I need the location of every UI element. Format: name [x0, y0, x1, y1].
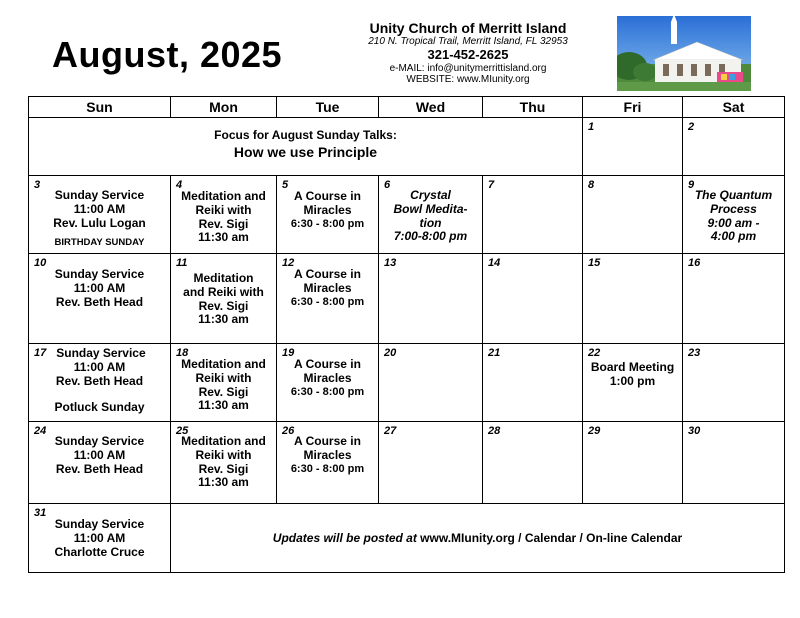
week-row-3	[29, 254, 785, 344]
event-course-in-miracles	[277, 268, 378, 308]
day-number: 13	[384, 257, 397, 269]
event-time: 11:30 am	[198, 475, 249, 490]
event-sunday-service	[29, 361, 170, 415]
event-time: 6:30 - 8:00 pm	[290, 385, 365, 398]
church-website[interactable]: WEBSITE: www.MIunity.org	[406, 74, 530, 86]
weekday-sat: Sat	[683, 97, 785, 118]
day-cell-21	[483, 344, 583, 422]
event-speaker: Rev. Lulu Logan	[53, 215, 146, 230]
day-number: 3	[34, 179, 41, 191]
event-sunday-service	[29, 435, 170, 476]
day-cell-24	[29, 422, 171, 504]
church-address: 210 N. Tropical Trail, Merritt Island, FL 32953	[368, 36, 568, 48]
day-cell-18	[171, 344, 277, 422]
event-time: 11:30 am	[198, 230, 249, 245]
event-line: A Course in	[294, 357, 361, 371]
weekday-tue: Tue	[277, 97, 379, 118]
day-number: 25	[176, 425, 189, 437]
focus-topic: How we use Principle	[233, 144, 378, 160]
day-number: 5	[282, 179, 289, 191]
weekday-header-row	[29, 97, 785, 118]
updates-link[interactable]: www.MIunity.org / Calendar / On-line Calendar	[420, 531, 683, 545]
day-cell-9	[683, 176, 785, 254]
day-number: 26	[282, 425, 295, 437]
day-number: 28	[488, 425, 501, 437]
day-number: 31	[34, 507, 47, 519]
day-cell-5	[277, 176, 379, 254]
day-number: 22	[588, 347, 601, 359]
weekday-wed: Wed	[379, 97, 483, 118]
church-name: Unity Church of Merritt Island	[369, 20, 567, 36]
day-cell-26	[277, 422, 379, 504]
event-line: Crystal	[410, 188, 451, 202]
church-building-photo	[617, 16, 751, 91]
event-title: Sunday Service	[54, 517, 145, 531]
event-course-in-miracles	[277, 190, 378, 230]
day-cell-22	[583, 344, 683, 422]
day-number: 17	[34, 347, 47, 359]
day-number: 19	[282, 347, 295, 359]
event-speaker: Rev. Beth Head	[55, 461, 144, 476]
calendar-grid	[28, 96, 785, 573]
event-time: 7:00-8:00 pm	[393, 229, 468, 244]
event-crystal-bowl	[379, 189, 482, 244]
event-title: Sunday Service	[54, 434, 145, 448]
event-line: Bowl Medita-	[393, 201, 468, 216]
event-line: Miracles	[303, 202, 352, 217]
week-row-1	[29, 118, 785, 176]
day-cell-19	[277, 344, 379, 422]
event-time: 11:00 AM	[73, 201, 126, 216]
event-line: Reiki with	[195, 370, 252, 385]
event-line: Miracles	[303, 447, 352, 462]
day-number: 24	[34, 425, 47, 437]
event-meditation-reiki	[171, 272, 276, 327]
event-time: 4:00 pm	[710, 229, 757, 244]
day-number: 9	[688, 179, 695, 191]
day-number: 16	[688, 257, 701, 269]
event-line: Rev. Sigi	[198, 384, 249, 399]
event-course-in-miracles	[277, 435, 378, 475]
day-number: 12	[282, 257, 295, 269]
day-number: 15	[588, 257, 601, 269]
event-title: Sunday Service	[54, 267, 145, 281]
event-time: 11:30 am	[198, 398, 249, 413]
event-speaker: Charlotte Cruce	[54, 544, 145, 559]
event-line: A Course in	[294, 434, 361, 448]
event-title: Sunday Service	[54, 188, 145, 202]
day-number: 14	[488, 257, 501, 269]
event-time: 11:00 AM	[73, 530, 126, 545]
event-line: Meditation and	[181, 357, 266, 371]
week-row-6	[29, 504, 785, 573]
day-number: 1	[588, 121, 595, 133]
event-sunday-service	[29, 518, 170, 559]
event-sunday-service	[29, 268, 170, 309]
day-cell-17	[29, 344, 171, 422]
event-line: Rev. Sigi	[198, 461, 249, 476]
event-time: 11:30 am	[198, 312, 249, 327]
day-cell-3	[29, 176, 171, 254]
event-line: A Course in	[294, 267, 361, 281]
event-line: Meditation	[193, 271, 254, 285]
event-line: Rev. Sigi	[198, 216, 249, 231]
day-cell-1	[583, 118, 683, 176]
church-email[interactable]: e-MAIL: info@unitymerrittisland.org	[389, 62, 547, 74]
event-line: tion	[419, 215, 442, 230]
event-quantum-process	[683, 189, 784, 244]
birthday-sunday-note: BIRTHDAY SUNDAY	[54, 237, 145, 249]
day-cell-8	[583, 176, 683, 254]
day-cell-10	[29, 254, 171, 344]
day-cell-28	[483, 422, 583, 504]
day-cell-23	[683, 344, 785, 422]
event-time: 11:00 AM	[73, 359, 126, 374]
day-cell-15	[583, 254, 683, 344]
day-number: 20	[384, 347, 397, 359]
event-line: Miracles	[303, 370, 352, 385]
event-line: Miracles	[303, 280, 352, 295]
week-row-2	[29, 176, 785, 254]
day-cell-29	[583, 422, 683, 504]
event-line: and Reiki with	[183, 284, 264, 299]
day-cell-16	[683, 254, 785, 344]
day-cell-4	[171, 176, 277, 254]
day-number: 4	[176, 179, 183, 191]
church-info	[352, 20, 584, 86]
event-meditation-reiki	[171, 435, 276, 490]
day-cell-7	[483, 176, 583, 254]
day-cell-14	[483, 254, 583, 344]
event-time: 6:30 - 8:00 pm	[290, 217, 365, 230]
event-title: Board Meeting	[590, 360, 675, 374]
event-time: 9:00 am -	[707, 215, 760, 230]
event-time: 6:30 - 8:00 pm	[290, 295, 365, 308]
focus-banner-cell	[29, 118, 583, 176]
church-phone: 321-452-2625	[427, 46, 509, 62]
day-number: 8	[588, 179, 595, 191]
event-line: Rev. Sigi	[198, 298, 249, 313]
event-line: Reiki with	[195, 202, 252, 217]
day-cell-31	[29, 504, 171, 573]
event-time: 1:00 pm	[609, 373, 656, 388]
potluck-sunday-note: Potluck Sunday	[54, 400, 145, 415]
day-number: 2	[688, 121, 695, 133]
event-title: Sunday Service	[56, 346, 146, 360]
day-number: 6	[384, 179, 391, 191]
day-number: 7	[488, 179, 495, 191]
day-number: 10	[34, 257, 47, 269]
event-meditation-reiki	[171, 190, 276, 245]
updates-prefix: Updates will be posted at	[272, 531, 421, 545]
event-line: Meditation and	[181, 189, 266, 203]
event-time: 11:00 AM	[73, 280, 126, 295]
day-number: 18	[176, 347, 189, 359]
day-cell-27	[379, 422, 483, 504]
day-cell-2	[683, 118, 785, 176]
day-number: 29	[588, 425, 601, 437]
week-row-4	[29, 344, 785, 422]
day-cell-6	[379, 176, 483, 254]
day-cell-11	[171, 254, 277, 344]
event-sunday-service	[29, 189, 170, 230]
day-cell-13	[379, 254, 483, 344]
day-number: 21	[488, 347, 501, 359]
weekday-thu: Thu	[483, 97, 583, 118]
updates-notice-cell	[171, 504, 785, 573]
event-speaker: Rev. Beth Head	[55, 373, 144, 388]
week-row-5	[29, 422, 785, 504]
day-cell-30	[683, 422, 785, 504]
event-course-in-miracles	[277, 358, 378, 398]
month-title: August, 2025	[52, 34, 283, 75]
weekday-sun: Sun	[29, 97, 171, 118]
event-line: The Quantum	[694, 188, 773, 202]
event-time: 6:30 - 8:00 pm	[290, 462, 365, 475]
day-number: 27	[384, 425, 397, 437]
focus-label: Focus for August Sunday Talks:	[214, 128, 397, 142]
day-cell-12	[277, 254, 379, 344]
church-photo-icon	[617, 16, 751, 91]
event-line: A Course in	[294, 189, 361, 203]
event-line: Meditation and	[181, 434, 266, 448]
event-speaker: Rev. Beth Head	[55, 294, 144, 309]
event-line: Reiki with	[195, 447, 252, 462]
day-number: 30	[688, 425, 701, 437]
day-cell-20	[379, 344, 483, 422]
event-time: 11:00 AM	[73, 447, 126, 462]
day-number: 11	[176, 257, 188, 269]
day-number: 23	[688, 347, 701, 359]
event-meditation-reiki	[171, 358, 276, 413]
weekday-mon: Mon	[171, 97, 277, 118]
day-cell-25	[171, 422, 277, 504]
weekday-fri: Fri	[583, 97, 683, 118]
event-board-meeting	[583, 361, 682, 389]
event-line: Process	[710, 201, 757, 216]
